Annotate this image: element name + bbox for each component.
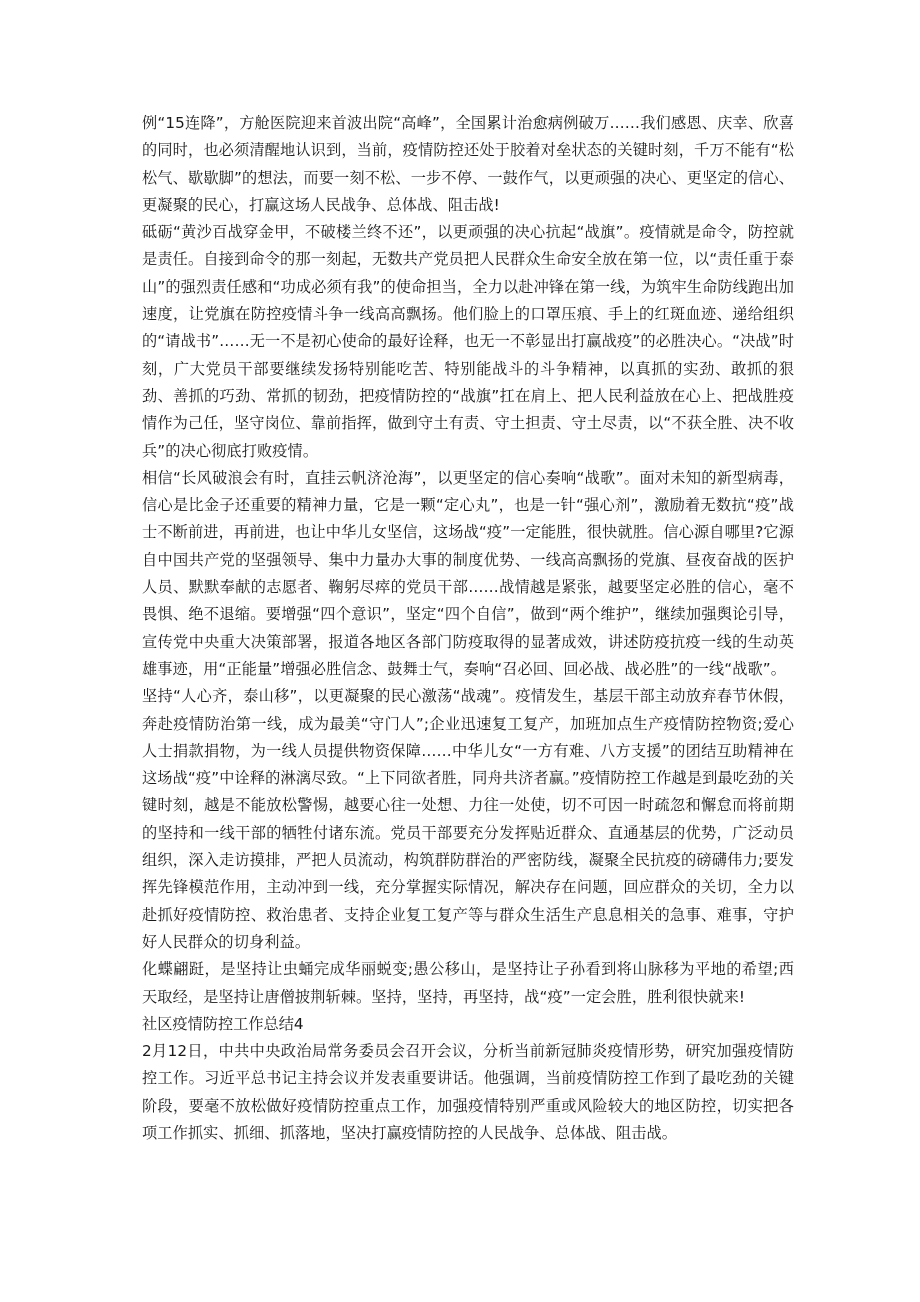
section-heading: 社区疫情防控工作总结4 xyxy=(142,1014,304,1033)
paragraph-battle-song: 相信“长风破浪会有时，直挂云帆济沧海”，以更坚定的信心奏响“战歌”。面对未知的新型病毒，信心是比金子还重要的精神力量，它是一颗“定心丸”，也是一针“强心剂”，激励着无数抗“疫”战士不断前进，再前进，也让中华儿女坚信，这场战“疫”一定能胜，很快就胜。信心源自哪里?它源自中国共产党的坚强领导、集中力量办大事的制度优势、一线高高飘扬的党旗、昼夜奋战的医护人员、默默奉献的志愿者、鞠躬尽瘁的党员干部……战情越是紧张，越要坚定必胜的信心，毫不畏惧、绝不退缩。要增强“四个意识”，坚定“四个自信”，做到“两个维护”，继续加强舆论引导，宣传党中央重大决策部署，报道各地区各部门防疫取得的显著成效，讲述防疫抗疫一线的生动英雄事迹，用“正能量”增强必胜信念、鼓舞士气，奏响“召必回、回必战、战必胜”的一线“战歌”。 xyxy=(142,468,794,678)
document-body xyxy=(142,110,794,1147)
paragraph-battle-flag: 砥砺“黄沙百战穿金甲，不破楼兰终不还”，以更顽强的决心抗起“战旗”。疫情就是命令，防控就是责任。自接到命令的那一刻起，无数共产党员把人民群众生命安全放在第一位，以“责任重于泰山”的强烈责任感和“功成必须有我”的使命担当，全力以赴冲锋在第一线，为筑牢生命防线跑出加速度，让党旗在防控疫情斗争一线高高飘扬。他们脸上的口罩压痕、手上的红斑血迹、递给组织的“请战书”……无一不是初心使命的最好诠释，也无一不彰显出打赢战疫”的必胜决心。“决战”时刻，广大党员干部要继续发扬特别能吃苦、特别能战斗的斗争精神，以真抓的实劲、敢抓的狠劲、善抓的巧劲、常抓的韧劲，把疫情防控的“战旗”扛在肩上、把人民利益放在心上、把战胜疫情作为己任，坚守岗位、靠前指挥，做到守土有责、守土担责、守土尽责，以“不获全胜、决不收兵”的决心彻底打败疫情。 xyxy=(142,223,794,460)
section-paragraph: 2月12日，中共中央政治局常务委员会召开会议，分析当前新冠肺炎疫情形势，研究加强疫情防控工作。习近平总书记主持会议并发表重要讲话。他强调，当前疫情防控工作到了最吃劲的关键阶段，要毫不放松做好疫情防控重点工作，加强疫情特别严重或风险较大的地区防控，切实把各项工作抓实、抓细、抓落地，坚决打赢疫情防控的人民战争、总体战、阻击战。 xyxy=(142,1042,794,1142)
paragraph-intro: 例“15连降”，方舱医院迎来首波出院“高峰”，全国累计治愈病例破万……我们感恩、庆幸、欣喜的同时，也必须清醒地认识到，当前，疫情防控还处于胶着对垒状态的关键时刻，千万不能有“松松气、歇歇脚”的想法，而要一刻不松、一步不停、一鼓作气，以更顽强的决心、更坚定的信心、更凝聚的民心，打赢这场人民战争、总体战、阻击战! xyxy=(142,114,794,214)
paragraph-battle-soul: 坚持“人心齐，泰山移”，以更凝聚的民心激荡“战魂”。疫情发生，基层干部主动放弃春节休假，奔赴疫情防治第一线，成为最美“守门人”;企业迅速复工复产，加班加点生产疫情防控物资;爱心人士捐款捐物，为一线人员提供物资保障……中华儿女“一方有难、八方支援”的团结互助精神在这场战“疫”中诠释的淋漓尽致。“上下同欲者胜，同舟共济者赢。”疫情防控工作越是到最吃劲的关键时刻，越是不能放松警惕，越要心往一处想、力往一处使，切不可因一时疏忽和懈怠而将前期的坚持和一线干部的牺牲付诸东流。党员干部要充分发挥贴近群众、直通基层的优势，广泛动员组织，深入走访摸排，严把人员流动，构筑群防群治的严密防线，凝聚全民抗疫的磅礴伟力;要发挥先锋模范作用，主动冲到一线，充分掌握实际情况，解决存在问题，回应群众的关切，全力以赴抓好疫情防控、救治患者、支持企业复工复产等与群众生活生产息息相关的急事、难事，守护好人民群众的切身利益。 xyxy=(142,687,794,951)
paragraph-perseverance: 化蝶翩跹，是坚持让虫蛹完成华丽蜕变;愚公移山，是坚持让子孙看到将山脉移为平地的希望;西天取经，是坚持让唐僧披荆斩棘。坚持，坚持，再坚持，战“疫”一定会胜，胜利很快就来! xyxy=(142,960,794,1006)
